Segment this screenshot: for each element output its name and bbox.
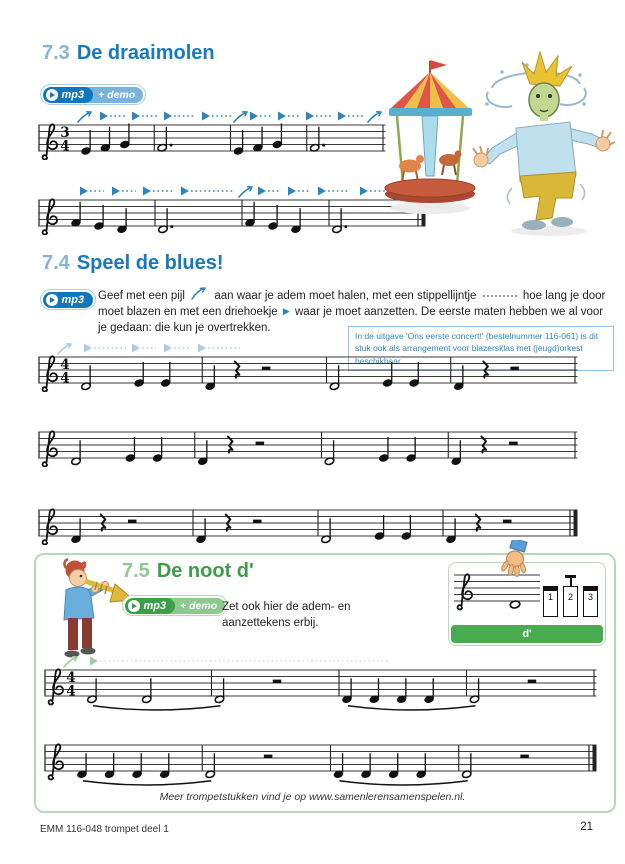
mp3-segment: [125, 598, 176, 614]
section-title: Speel de blues!: [76, 252, 224, 274]
valve-1: 1: [543, 586, 558, 617]
staff-74-line2: [38, 424, 578, 472]
page-number: 21: [580, 821, 593, 833]
mp3-label: mp3: [61, 293, 85, 306]
valve-2: 2: [563, 586, 578, 617]
section-73-heading: [42, 42, 215, 65]
play-icon: [128, 600, 140, 612]
valve-diagram: [543, 574, 598, 617]
staff-73-line1: [38, 107, 386, 165]
svg-text:4: 4: [66, 669, 76, 686]
section-number: 7.4: [42, 252, 70, 274]
note-name-label: d': [451, 625, 603, 643]
section-number: 7.5: [122, 560, 150, 582]
mp3-label: mp3: [61, 88, 85, 101]
mp3-segment: [43, 292, 94, 308]
staff-75-line2: [44, 737, 597, 793]
edition-info-box: In de uitgave 'Ons eerste concert!' (bestelnummer 116-061) is dit stuk ook als arrangement voor blazersklas met (jeugd)orkest beschikbaar.: [348, 326, 614, 371]
mp3-badge: [40, 289, 96, 310]
pointing-hand-icon: [495, 540, 535, 578]
triangle-icon: ▶: [282, 305, 290, 316]
dotted-line-icon: [483, 295, 517, 297]
staff-73-line2: [38, 182, 426, 240]
footer-edition: EMM 116-048 trompet deel 1: [40, 824, 169, 835]
valve-3: 3: [583, 586, 598, 617]
svg-text:4: 4: [60, 370, 70, 387]
section-75-heading: [122, 560, 254, 583]
mp3-segment: [43, 87, 94, 103]
staff-74-line1: [38, 339, 578, 397]
mp3-label: mp3: [143, 599, 167, 612]
breath-arrow-icon: [191, 287, 208, 300]
svg-text:4: 4: [66, 683, 76, 700]
section-number: 7.3: [42, 42, 70, 64]
demo-segment: + demo: [169, 598, 225, 614]
svg-text:3: 3: [60, 124, 70, 141]
para-text-1: Geef met een pijl: [98, 290, 185, 302]
mp3-demo-badge-green: [122, 595, 228, 616]
para-text-3: hoe lang je door moet blazen en met een driehoekje: [98, 290, 606, 318]
play-icon: [46, 89, 58, 101]
section-title: De draaimolen: [76, 42, 215, 64]
instruction-75: Zet ook hier de adem- en aanzettekens erbij.: [222, 601, 351, 630]
para-text-2: aan waar je adem moet halen, met een stippellijntje: [214, 290, 477, 302]
staff-75-line1: [44, 652, 597, 718]
website-tagline: Meer trompetstukken vind je op www.samenlerensamenspelen.nl.: [159, 791, 466, 803]
svg-text:4: 4: [60, 356, 70, 373]
para-text-4: waar je moet aanzetten. De eerste maten hebben we al voor je gedaan: die kun je overtrekken.: [98, 305, 604, 334]
svg-text:4: 4: [60, 138, 70, 155]
section-74-heading: [42, 252, 224, 275]
mp3-demo-badge: [40, 84, 146, 105]
section-title: De noot d': [156, 560, 254, 582]
play-icon: [46, 294, 58, 306]
dizzy-boy-illustration: [452, 48, 617, 238]
demo-segment: + demo: [87, 87, 143, 103]
